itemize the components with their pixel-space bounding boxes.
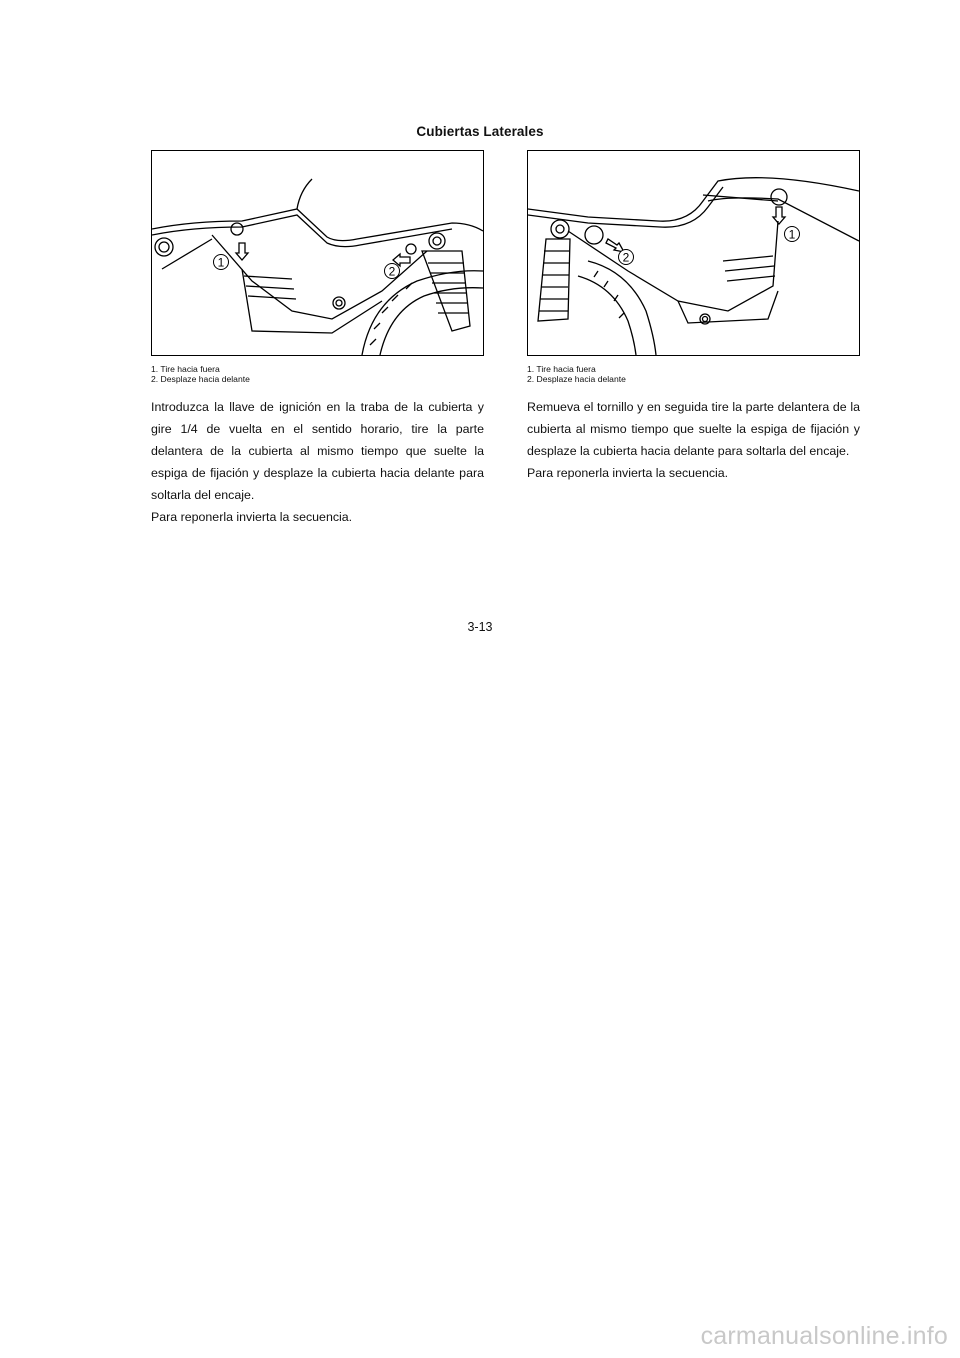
- section-title: Cubiertas Laterales: [416, 124, 544, 139]
- left-callout-1: 1: [217, 255, 225, 270]
- right-illustration: [528, 151, 859, 355]
- left-caption-1: 1. Tire hacia fuera: [151, 364, 220, 374]
- right-caption-2: 2. Desplaze hacia delante: [527, 374, 626, 384]
- right-caption-1: 1. Tire hacia fuera: [527, 364, 596, 374]
- right-body-text: [527, 396, 860, 484]
- left-body-text: [151, 396, 484, 528]
- left-paragraph-1: Introduzca la llave de ignición en la traba de la cubierta y gire 1/4 de vuelta en el sentido horario, tire la parte delantera de la cubierta al mismo tiempo que suelte la espiga de fijación y desplaze la cubierta hacia delante para soltarla del encaje.: [151, 400, 484, 502]
- right-column: [527, 150, 860, 484]
- page-number: 3-13: [467, 620, 493, 634]
- left-captions: [151, 364, 484, 384]
- right-callout-1: 1: [788, 227, 796, 242]
- right-paragraph-1: Remueva el tornillo y en seguida tire la parte delantera de la cubierta al mismo tiempo que suelte la espiga de fijación y desplaze la cubierta hacia delante para soltarla del encaje.: [527, 400, 860, 458]
- right-paragraph-2: Para reponerla invierta la secuencia.: [527, 466, 729, 480]
- left-column: [151, 150, 484, 528]
- left-figure-side-cover-key-lock: [151, 150, 484, 356]
- right-callout-2: 2: [622, 250, 630, 265]
- left-caption-2: 2. Desplaze hacia delante: [151, 374, 250, 384]
- left-illustration: [152, 151, 483, 355]
- left-callout-2: 2: [388, 264, 396, 279]
- watermark: carmanualsonline.info: [700, 1322, 948, 1350]
- left-paragraph-2: Para reponerla invierta la secuencia.: [151, 510, 353, 524]
- right-figure-side-cover-screw: [527, 150, 860, 356]
- right-captions: [527, 364, 860, 384]
